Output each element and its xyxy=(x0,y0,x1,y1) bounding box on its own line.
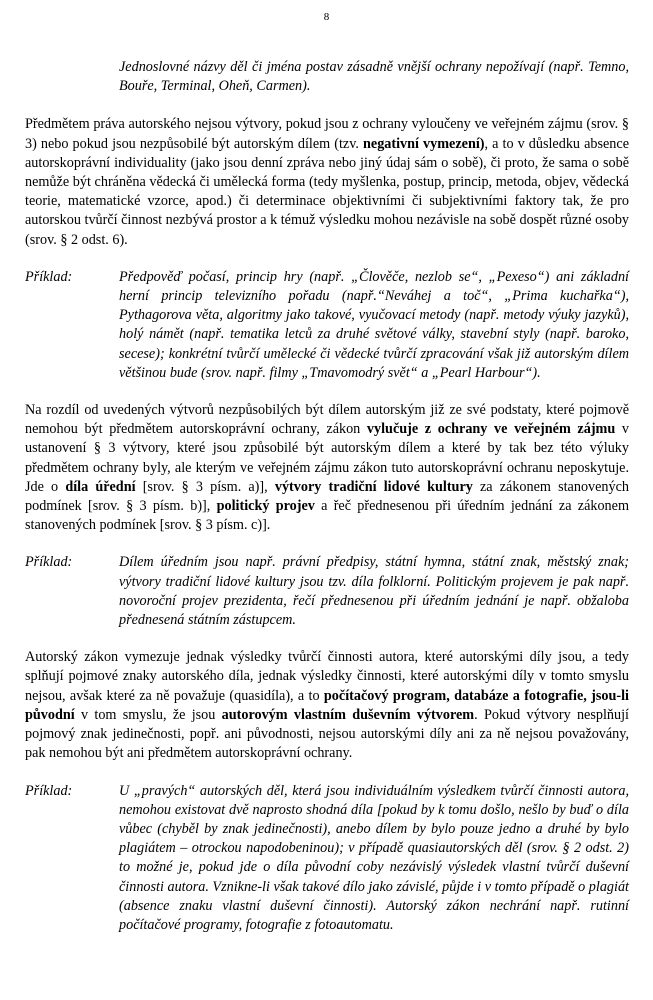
page-number: 8 xyxy=(323,11,330,23)
intro-note: Jednoslovné názvy děl či jména postav zásadně vnější ochrany nepožívají (např. Temno, Bouře, Terminal, Oheň, Carmen). xyxy=(119,59,629,95)
example-1 xyxy=(25,268,629,383)
example-2 xyxy=(25,553,629,630)
term-computer-program: počítačový program, databáze a fotografie, jsou-li původní xyxy=(25,687,629,723)
example-3 xyxy=(25,782,629,936)
example-label: Příklad: xyxy=(25,782,73,799)
term-negative-definition: negativní vymezení) xyxy=(363,135,485,152)
term-folk-culture: výtvory tradiční lidové kultury xyxy=(274,478,473,495)
example-label: Příklad: xyxy=(25,268,73,285)
paragraph-negative-definition: Předmětem práva autorského nejsou výtvory, pokud jsou z ochrany vyloučeny ve veřejném zájmu (srov. § 3) nebo pokud jsou nezpůsobilé být autorským dílem (tzv. negativní vymezení), a to v důsledku absence autorskoprávní individuality (jako jsou denní zpráva nebo jiný údaj sám o sobě), či proto, že sama o sobě nemůže být chráněna vědecká či umělecká forma (tedy myšlenka, postup, princip, metoda, objev, vědecká teorie, matematické vzorce, apod.) či determinace objektivními či subjektivními faktory tak, že pro autorskou tvůrčí činnost nezbývá prostor a k témuž výsledku mohou nezávisle na sobě dospět různé osoby (srov. § 2 odst. 6). xyxy=(25,116,630,248)
term-excluded-public-interest: vylučuje z ochrany ve veřejném zájmu xyxy=(366,421,616,438)
example-text: Předpověď počasí, princip hry (např. „Člověče, nezlob se“, „Pexeso“) ani základní herní princip televizního pořadu (např.“Neváhej a toč“, „Prima kuchařka“), Pythagorova věta, algoritmy jako takové, vyučovací metody (např. metody výuky jazyků), holý námět (např. tematika letců za druhé světové války, stavební styly (např. baroko, secese); konkrétní tvůrčí umělecké či vědecké tvůrčí zpracování však již autorským dílem většinou bude (srov. např. filmy „Tmavomodrý svět“ a „Pearl Harbour“). xyxy=(119,268,629,381)
example-text: U „pravých“ autorských děl, která jsou individuálním výsledkem tvůrčí činnosti autora, nemohou existovat dvě naprosto shodná díla [pokud by k tomu došlo, nešlo by buď o díla vůbec (chyběl by znak jedinečnosti), anebo dílem by bylo pouze jedno a druhé by bylo plagiátem – otrockou napodobeninou); v případě quasiautorských děl (srov. § 2 odst. 2) to možné je, pokud jde o díla původní coby nezávislý výsledek vlastní tvůrčí duševní činnosti autora. Vznikne-li však takové dílo jako závislé, půjde i v tomto případě o plagiát (absence znaku vlastní duševní činnosti). Autorský zákon nechrání např. rutinní počítačové programy, fotografie z fotoautomatu. xyxy=(119,782,629,933)
paragraph-public-interest: Na rozdíl od uvedených výtvorů nezpůsobilých být dílem autorským již ze své podstaty, které pojmově nemohou být předmětem autorskoprávní ochrany, zákon vylučuje z ochrany ve veřejném zájmu v ustanovení § 3 výtvory, které jsou způsobilé být autorským dílem a které by tak bez této výluky předmětem ochrany byly, ale kterým ve veřejném zájmu zákon tuto autorskoprávní ochranu neposkytuje. Jde o díla úřední [srov. § 3 písm. a)], výtvory tradiční lidové kultury za zákonem stanovených podmínek [srov. § 3 písm. b)], politický projev a řeč přednesenou při úředním jednání za zákonem stanovených podmínek [srov. § 3 písm. c)]. xyxy=(25,402,630,534)
document-body xyxy=(25,58,629,935)
example-label: Příklad: xyxy=(25,554,73,571)
term-political-speech: politický projev xyxy=(216,498,315,515)
term-official-works: díla úřední xyxy=(65,478,136,495)
example-text: Dílem úředním jsou např. právní předpisy, státní hymna, státní znak, městský znak; výtvory tradiční lidové kultury jsou tzv. díla folklorní. Politickým projevem je pak např. novoroční projev prezidenta, řečí přednesenou při úředním jednání je např. obžaloba přednesená státním zástupcem. xyxy=(119,554,629,629)
paragraph-quasi-works: Autorský zákon vymezuje jednak výsledky tvůrčí činnosti autora, které autorskými díly jsou, a tedy splňují pojmové znaky autorského díla, jednak výsledky činnosti, které autorskými díly v tomto smyslu nejsou, avšak které za ně považuje (quasidíla), a to počítačový program, databáze a fotografie, jsou-li původní v tom smyslu, že jsou autorovým vlastním duševním výtvorem. Pokud výtvory nesplňují pojmový znak jedinečnosti, popř. ani původnosti, nejsou autorskými díly ani za ně nejsou považovány, pak nemohou být ani předmětem autorskoprávní ochrany. xyxy=(25,649,629,762)
term-own-intellectual-creation: autorovým vlastním duševním výtvorem xyxy=(221,706,475,723)
